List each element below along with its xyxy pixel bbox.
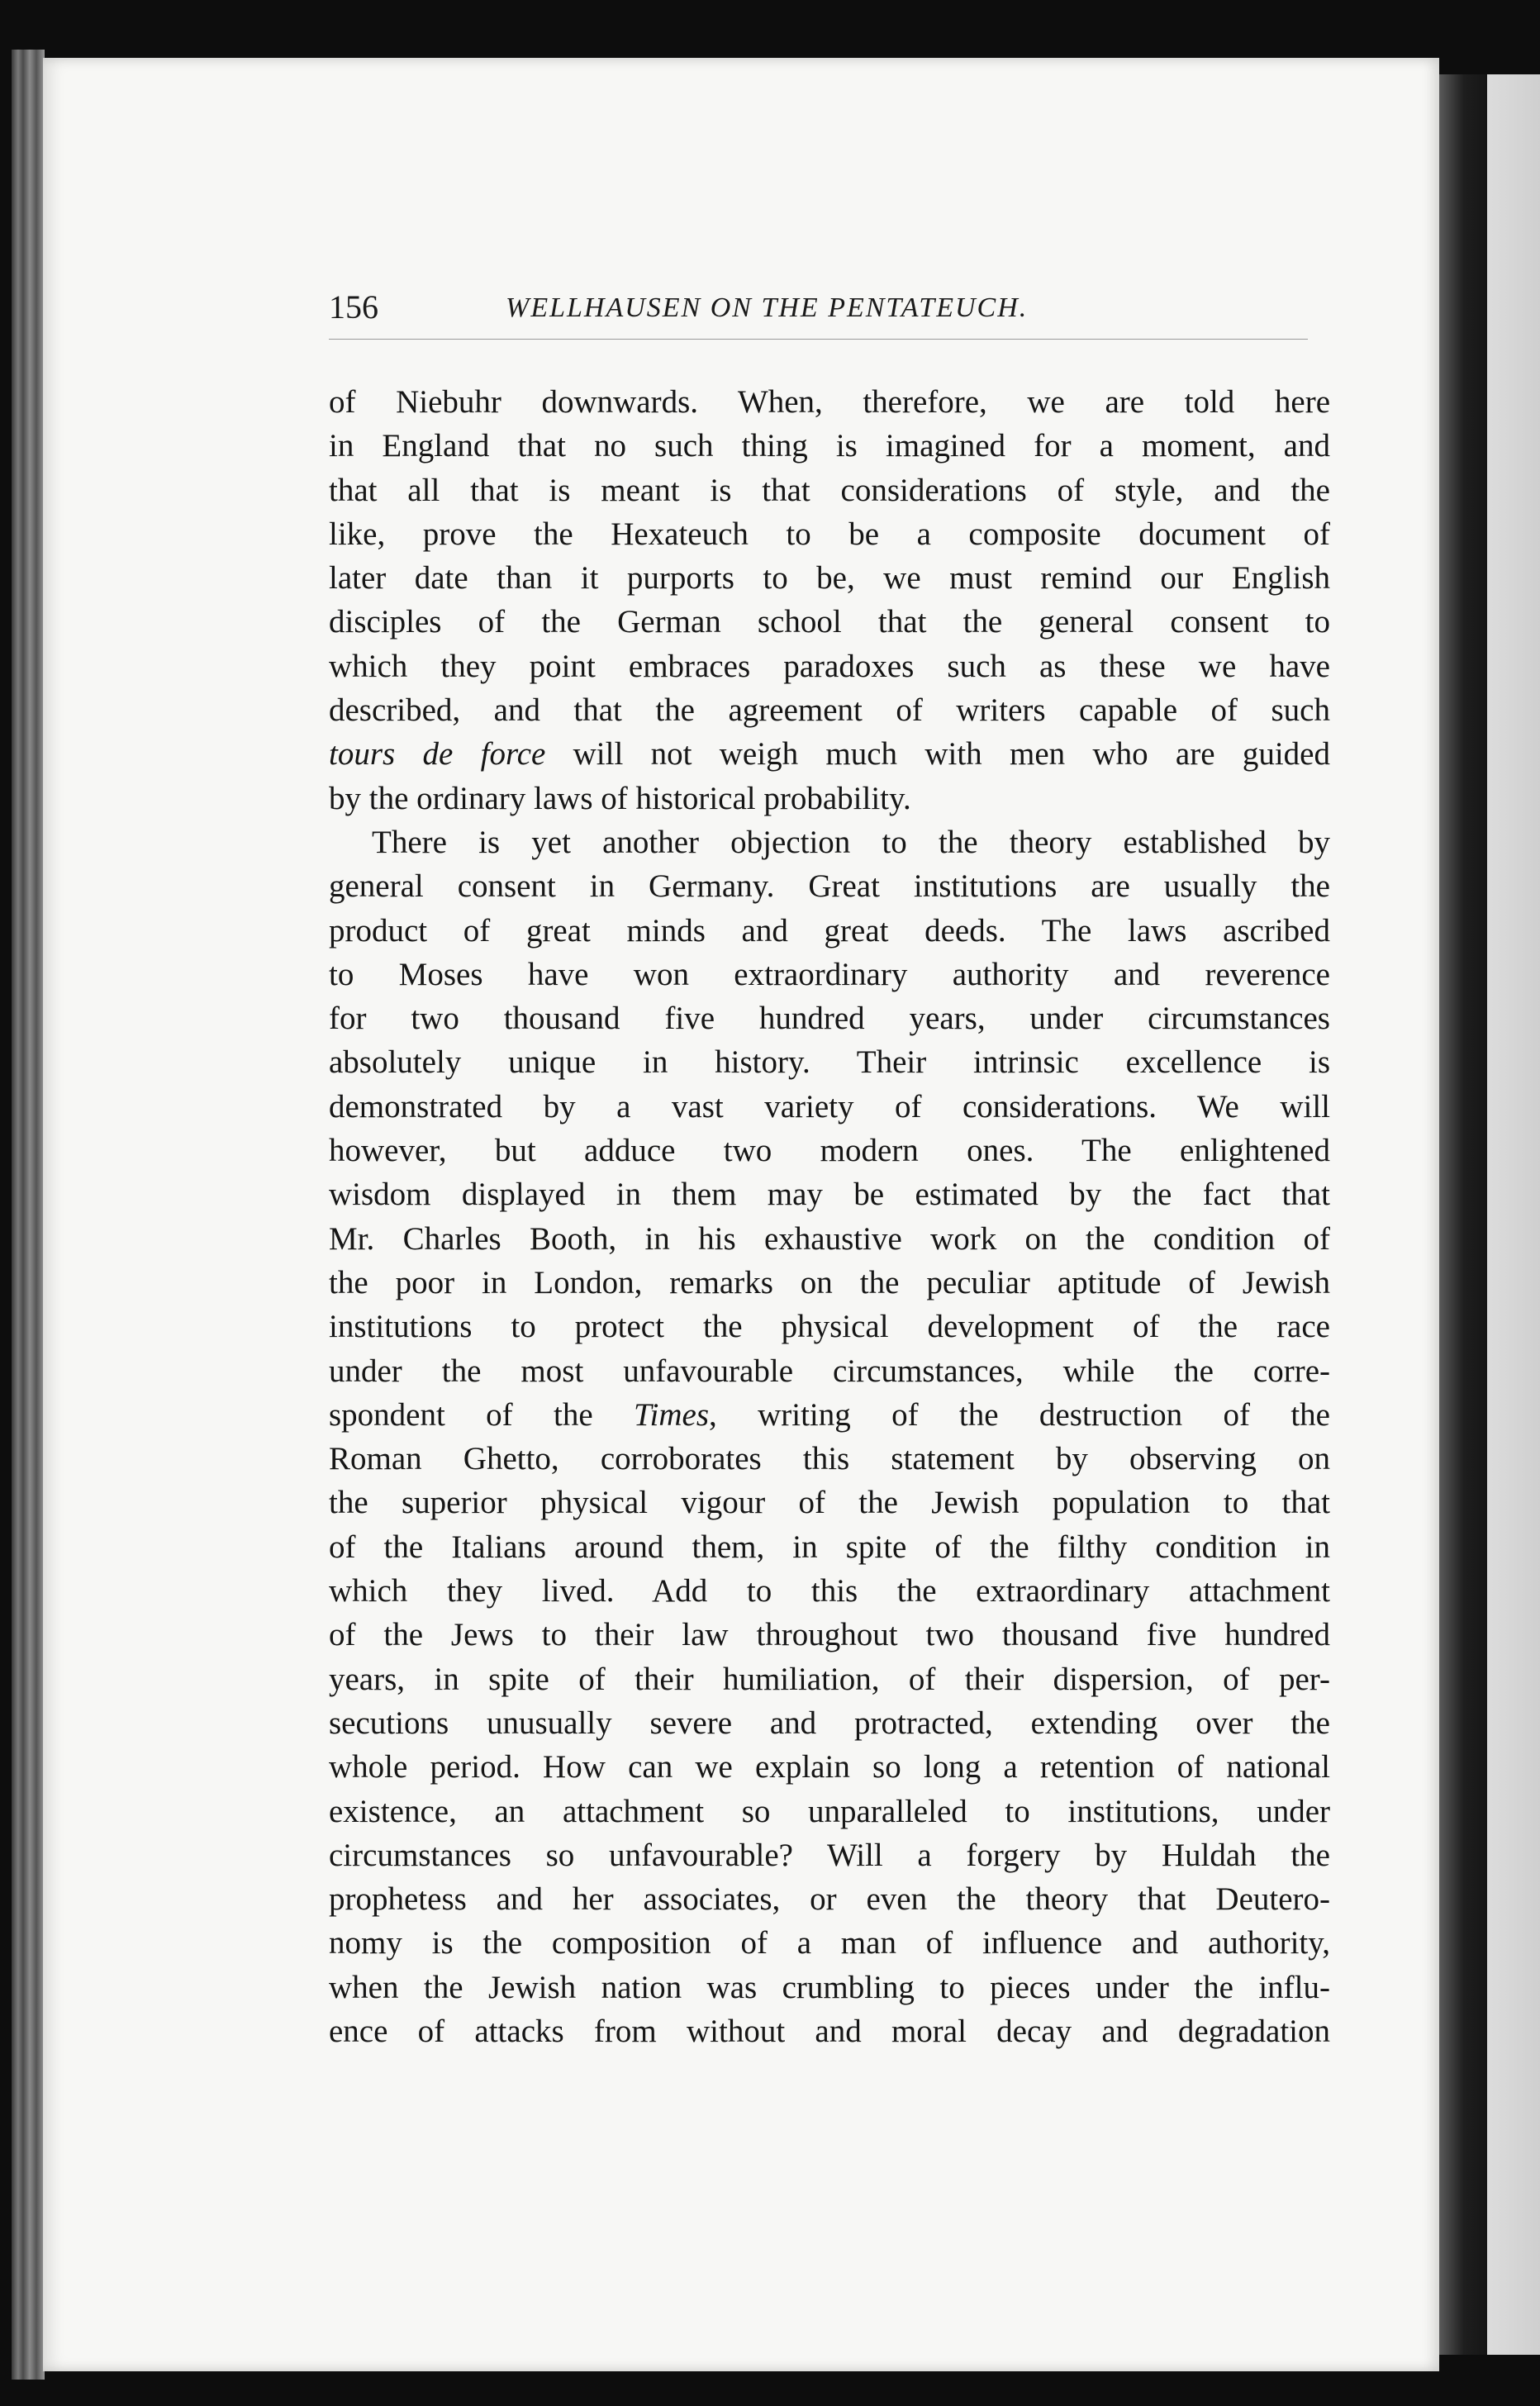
text-line: There is yet another objection to the theory established by [372, 824, 1330, 860]
text-line: product of great minds and great deeds. The laws ascribed [329, 912, 1330, 949]
page-header [329, 288, 1308, 340]
text-line: however, but adduce two modern ones. The enlightened [329, 1133, 1330, 1169]
italic-phrase: Times [633, 1396, 709, 1433]
text-line: by the ordinary laws of historical probability. [329, 780, 911, 816]
text-line: years, in spite of their humiliation, of their dispersion, of per- [329, 1661, 1330, 1697]
text-line: that all that is meant is that considerations of style, and the [329, 472, 1330, 508]
text-line: Mr. Charles Booth, in his exhaustive work on the condition of [329, 1220, 1330, 1257]
text-line: described, and that the agreement of writers capable of such [329, 692, 1330, 729]
text-line: which they point embraces paradoxes such as these we have [329, 648, 1330, 684]
text-line: circumstances so unfavourable? Will a forgery by Huldah the [329, 1837, 1330, 1873]
text-line: the superior physical vigour of the Jewish population to that [329, 1485, 1330, 1521]
text-line: demonstrated by a vast variety of considerations. We will [329, 1088, 1330, 1125]
text-line: of the Italians around them, in spite of the filthy condition in [329, 1529, 1330, 1565]
text-line: ence of attacks from without and moral decay and degradation [329, 2013, 1330, 2049]
text-line: secutions unusually severe and protracted, extending over the [329, 1705, 1330, 1741]
text-line: absolutely unique in history. Their intrinsic excellence is [329, 1044, 1330, 1081]
text-line: when the Jewish nation was crumbling to pieces under the influ- [329, 1969, 1330, 2005]
header-rule [329, 339, 1308, 340]
italic-phrase: tours de force [329, 736, 546, 773]
text-line: which they lived. Add to this the extraordinary attachment [329, 1573, 1330, 1610]
text-line: Roman Ghetto, corroborates this statement by observing on [329, 1441, 1330, 1477]
text-line: existence, an attachment so unparalleled to institutions, under [329, 1793, 1330, 1829]
text-line: of Niebuhr downwards. When, therefore, we are told here [329, 384, 1330, 420]
text-line: like, prove the Hexateuch to be a composite document of [329, 516, 1330, 552]
text-line: institutions to protect the physical development of the race [329, 1309, 1330, 1345]
page-stack-edge [12, 50, 45, 2380]
text-line: to Moses have won extraordinary authority and reverence [329, 956, 1330, 992]
text-line: wisdom displayed in them may be estimated by the fact that [329, 1177, 1330, 1213]
text-line: whole period. How can we explain so long a retention of national [329, 1749, 1330, 1785]
running-head: WELLHAUSEN ON THE PENTATEUCH. [506, 292, 1029, 323]
text-line: of the Jews to their law throughout two thousand five hundred [329, 1617, 1330, 1653]
text-line: for two thousand five hundred years, under circumstances [329, 1001, 1330, 1037]
text-line: prophetess and her associates, or even the theory that Deutero- [329, 1881, 1330, 1918]
next-page-edge [1487, 74, 1540, 2355]
text-line: in England that no such thing is imagined for a moment, and [329, 428, 1330, 464]
text-line: under the most unfavourable circumstances, while the corre- [329, 1353, 1330, 1389]
text-line: the poor in London, remarks on the peculiar aptitude of Jewish [329, 1264, 1330, 1300]
text-line: tours de force will not weigh much with men who are guided [329, 736, 1330, 773]
text-line: spondent of the Times, writing of the destruction of the [329, 1396, 1330, 1433]
text-line: nomy is the composition of a man of influence and authority, [329, 1925, 1330, 1961]
body-text [329, 380, 1330, 2053]
text-line: disciples of the German school that the general consent to [329, 604, 1330, 640]
text-line: general consent in Germany. Great institutions are usually the [329, 868, 1330, 905]
text-line: later date than it purports to be, we must remind our English [329, 560, 1330, 597]
page-number: 156 [329, 288, 378, 326]
